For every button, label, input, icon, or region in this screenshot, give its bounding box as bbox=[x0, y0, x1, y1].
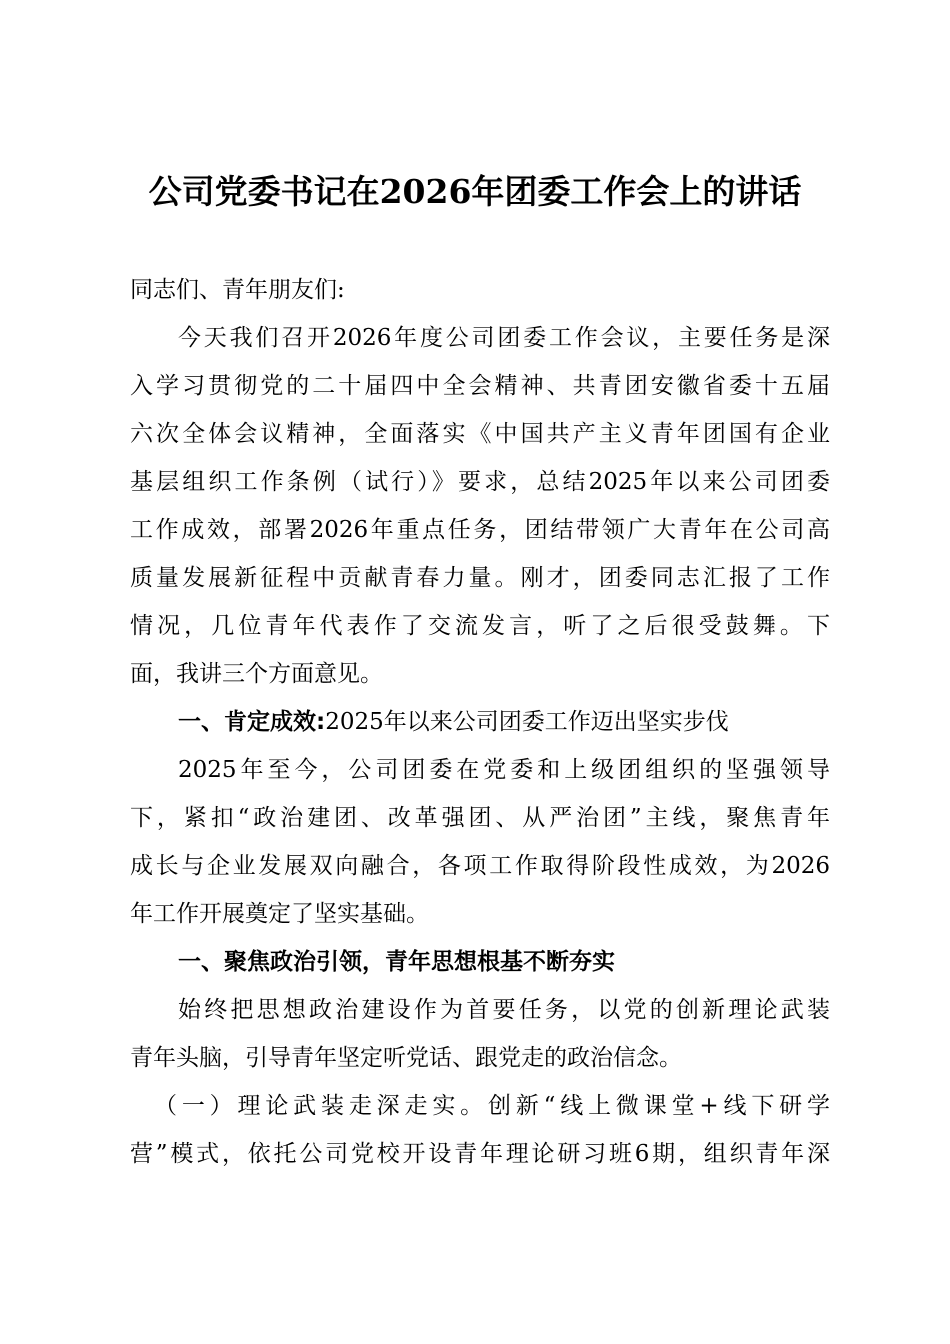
paragraph-line: 六次全体会议精神，全面落实《中国共产主义青年团国有企业 bbox=[130, 421, 830, 447]
paragraph-line: （一）理论武装走深走实。创新“线上微课堂+线下研学 bbox=[154, 1093, 830, 1119]
paragraph-line: 年工作开展奠定了坚实基础。 bbox=[130, 901, 429, 927]
section-heading-2: 一、聚焦政治引领，青年思想根基不断夯实 bbox=[178, 949, 615, 975]
paragraph-line: 今天我们召开2026年度公司团委工作会议，主要任务是深 bbox=[178, 325, 830, 351]
paragraph-line: 下，紧扣“政治建团、改革强团、从严治团”主线，聚焦青年 bbox=[130, 805, 830, 831]
paragraph-line: 成长与企业发展双向融合，各项工作取得阶段性成效，为2026 bbox=[130, 853, 830, 879]
paragraph-line: 情况，几位青年代表作了交流发言，听了之后很受鼓舞。下 bbox=[130, 613, 830, 639]
paragraph-line: 面，我讲三个方面意见。 bbox=[130, 661, 383, 687]
paragraph-line: 营”模式，依托公司党校开设青年理论研习班6期，组织青年深 bbox=[130, 1141, 830, 1167]
paragraph-line: 始终把思想政治建设作为首要任务，以党的创新理论武装 bbox=[178, 997, 830, 1023]
heading-bold-part: 一、肯定成效: bbox=[178, 709, 326, 735]
paragraph-line: 青年头脑，引导青年坚定听党话、跟党走的政治信念。 bbox=[130, 1045, 682, 1071]
paragraph-line: 质量发展新征程中贡献青春力量。刚才，团委同志汇报了工作 bbox=[130, 565, 830, 591]
paragraph-line: 入学习贯彻党的二十届四中全会精神、共青团安徽省委十五届 bbox=[130, 373, 830, 399]
paragraph-line: 基层组织工作条例（试行）》要求，总结2025年以来公司团委 bbox=[130, 469, 830, 495]
paragraph-line: 2025年至今，公司团委在党委和上级团组织的坚强领导 bbox=[178, 757, 830, 783]
paragraph-line: 工作成效，部署2026年重点任务，团结带领广大青年在公司高 bbox=[130, 517, 830, 543]
section-heading-1 bbox=[178, 707, 830, 737]
document-title: 公司党委书记在2026年团委工作会上的讲话 bbox=[148, 172, 802, 211]
greeting: 同志们、青年朋友们: bbox=[130, 277, 345, 303]
heading-rest: 2025年以来公司团委工作迈出坚实步伐 bbox=[325, 709, 729, 735]
